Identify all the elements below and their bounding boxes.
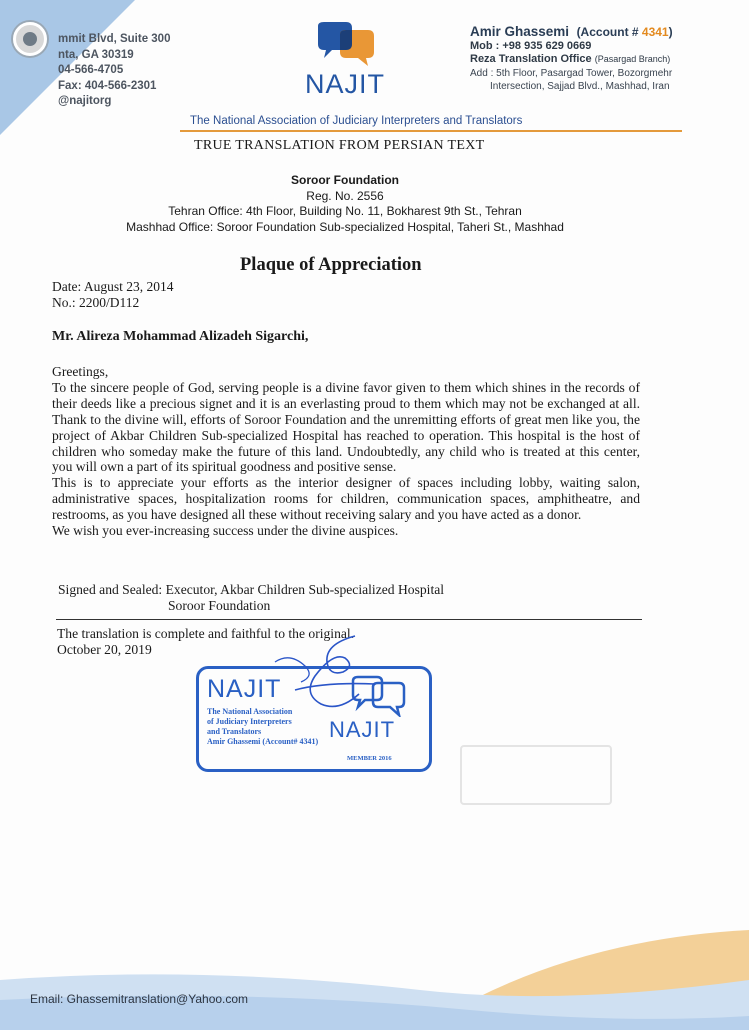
left-contact-block — [58, 32, 170, 110]
foundation-block — [100, 173, 590, 235]
stamp-text: The National Association of Judiciary Interpreters and Translators Amir Ghassemi (Account# 4341) — [207, 707, 319, 746]
date-number-block — [52, 279, 174, 311]
office-line — [470, 53, 673, 67]
contact-line-social: @najitorg — [58, 95, 112, 107]
address-line-1: Add : 5th Floor, Pasargad Tower, Bozorgmehr — [470, 67, 673, 79]
account-info: (Account # 4341) — [576, 25, 673, 39]
separator-rule — [56, 619, 642, 620]
paragraph-2: This is to appreciate your efforts as the interior designer of spaces including lobby, waiting salon, administrative spaces, hospitalization rooms for children, communication spaces, amphitheatre, and restrooms, as you have designed all these without receiving salary and you have acted as a donor. — [52, 475, 640, 523]
contact-line-street: mmit Blvd, Suite 300 — [58, 33, 171, 45]
foundation-name: Soroor Foundation — [291, 173, 399, 187]
stamp-najit-top: NAJIT — [207, 675, 282, 703]
header-divider — [180, 130, 682, 132]
mobile-number: Mob : +98 935 629 0669 — [470, 39, 592, 52]
office-branch: (Pasargad Branch) — [594, 54, 671, 64]
punch-hole — [13, 22, 47, 56]
contact-line-fax: Fax: 404-566-2301 — [58, 79, 157, 92]
mashhad-office: Mashhad Office: Soroor Foundation Sub-specialized Hospital, Taheri St., Mashhad — [126, 219, 564, 234]
document-date: Date: August 23, 2014 — [52, 279, 174, 294]
address-line-2: Intersection, Sajjad Blvd., Mashhad, Iran — [490, 81, 670, 92]
signed-line-1: Signed and Sealed: Executor, Akbar Children Sub-specialized Hospital — [58, 582, 445, 597]
document-title: Plaque of Appreciation — [240, 255, 422, 275]
signature-block — [58, 582, 444, 614]
faint-bleedthrough-stamp — [460, 745, 612, 805]
registration-number: Reg. No. 2556 — [306, 188, 384, 203]
office-name: Reza Translation Office — [470, 53, 592, 65]
association-name: The National Association of Judiciary Interpreters and Translators — [190, 115, 523, 127]
closing-wish: We wish you ever-increasing success under the divine auspices. — [52, 523, 399, 539]
translator-contact-block — [470, 25, 673, 94]
certification-statement: The translation is complete and faithful to the original. — [57, 626, 355, 641]
contact-line-phone: 04-566-4705 — [58, 64, 124, 76]
tehran-office: Tehran Office: 4th Floor, Building No. 11, Bokharest 9th St., Tehran — [168, 204, 522, 218]
najit-logo — [300, 20, 390, 98]
stamp-member-year: MEMBER 2016 — [347, 755, 392, 762]
letter-body — [52, 364, 640, 539]
paragraph-1: To the sincere people of God, serving people is a divine favor given to them which shines in the records of their deeds like a precious signet and it is an everlasting proud to them which may not be exchanged at all. Thank to the divine will, efforts of Soroor Foundation and the unremitting efforts of great men like you, the project of Akbar Children Sub-specialized Hospital has reached to operation. This hospital is the host of children who someday make the future of this land. Undoubtedly, any child who is treated at this center, you will own a part of its spiritual goodness and positive sense. — [52, 379, 640, 475]
translator-name-line — [470, 25, 673, 40]
recipient-name: Mr. Alireza Mohammad Alizadeh Sigarchi, — [52, 329, 309, 344]
contact-line-city: nta, GA 30319 — [58, 48, 134, 61]
footer-wave — [0, 920, 749, 1030]
stamp-najit-bottom: NAJIT — [329, 717, 396, 742]
translation-date: October 20, 2019 — [57, 642, 152, 657]
logo-wordmark: NAJIT — [304, 69, 385, 99]
greeting: Greetings, — [52, 364, 109, 379]
signed-line-2: Soroor Foundation — [168, 598, 271, 613]
account-number: 4341 — [641, 25, 669, 39]
handwritten-signature — [255, 632, 395, 722]
speech-bubbles-icon — [310, 20, 380, 70]
translator-name: Amir Ghassemi — [470, 24, 570, 39]
document-number: No.: 2200/D112 — [52, 295, 140, 310]
footer-email: Email: Ghassemitranslation@Yahoo.com — [30, 992, 249, 1006]
true-translation-heading: TRUE TRANSLATION FROM PERSIAN TEXT — [194, 138, 485, 153]
